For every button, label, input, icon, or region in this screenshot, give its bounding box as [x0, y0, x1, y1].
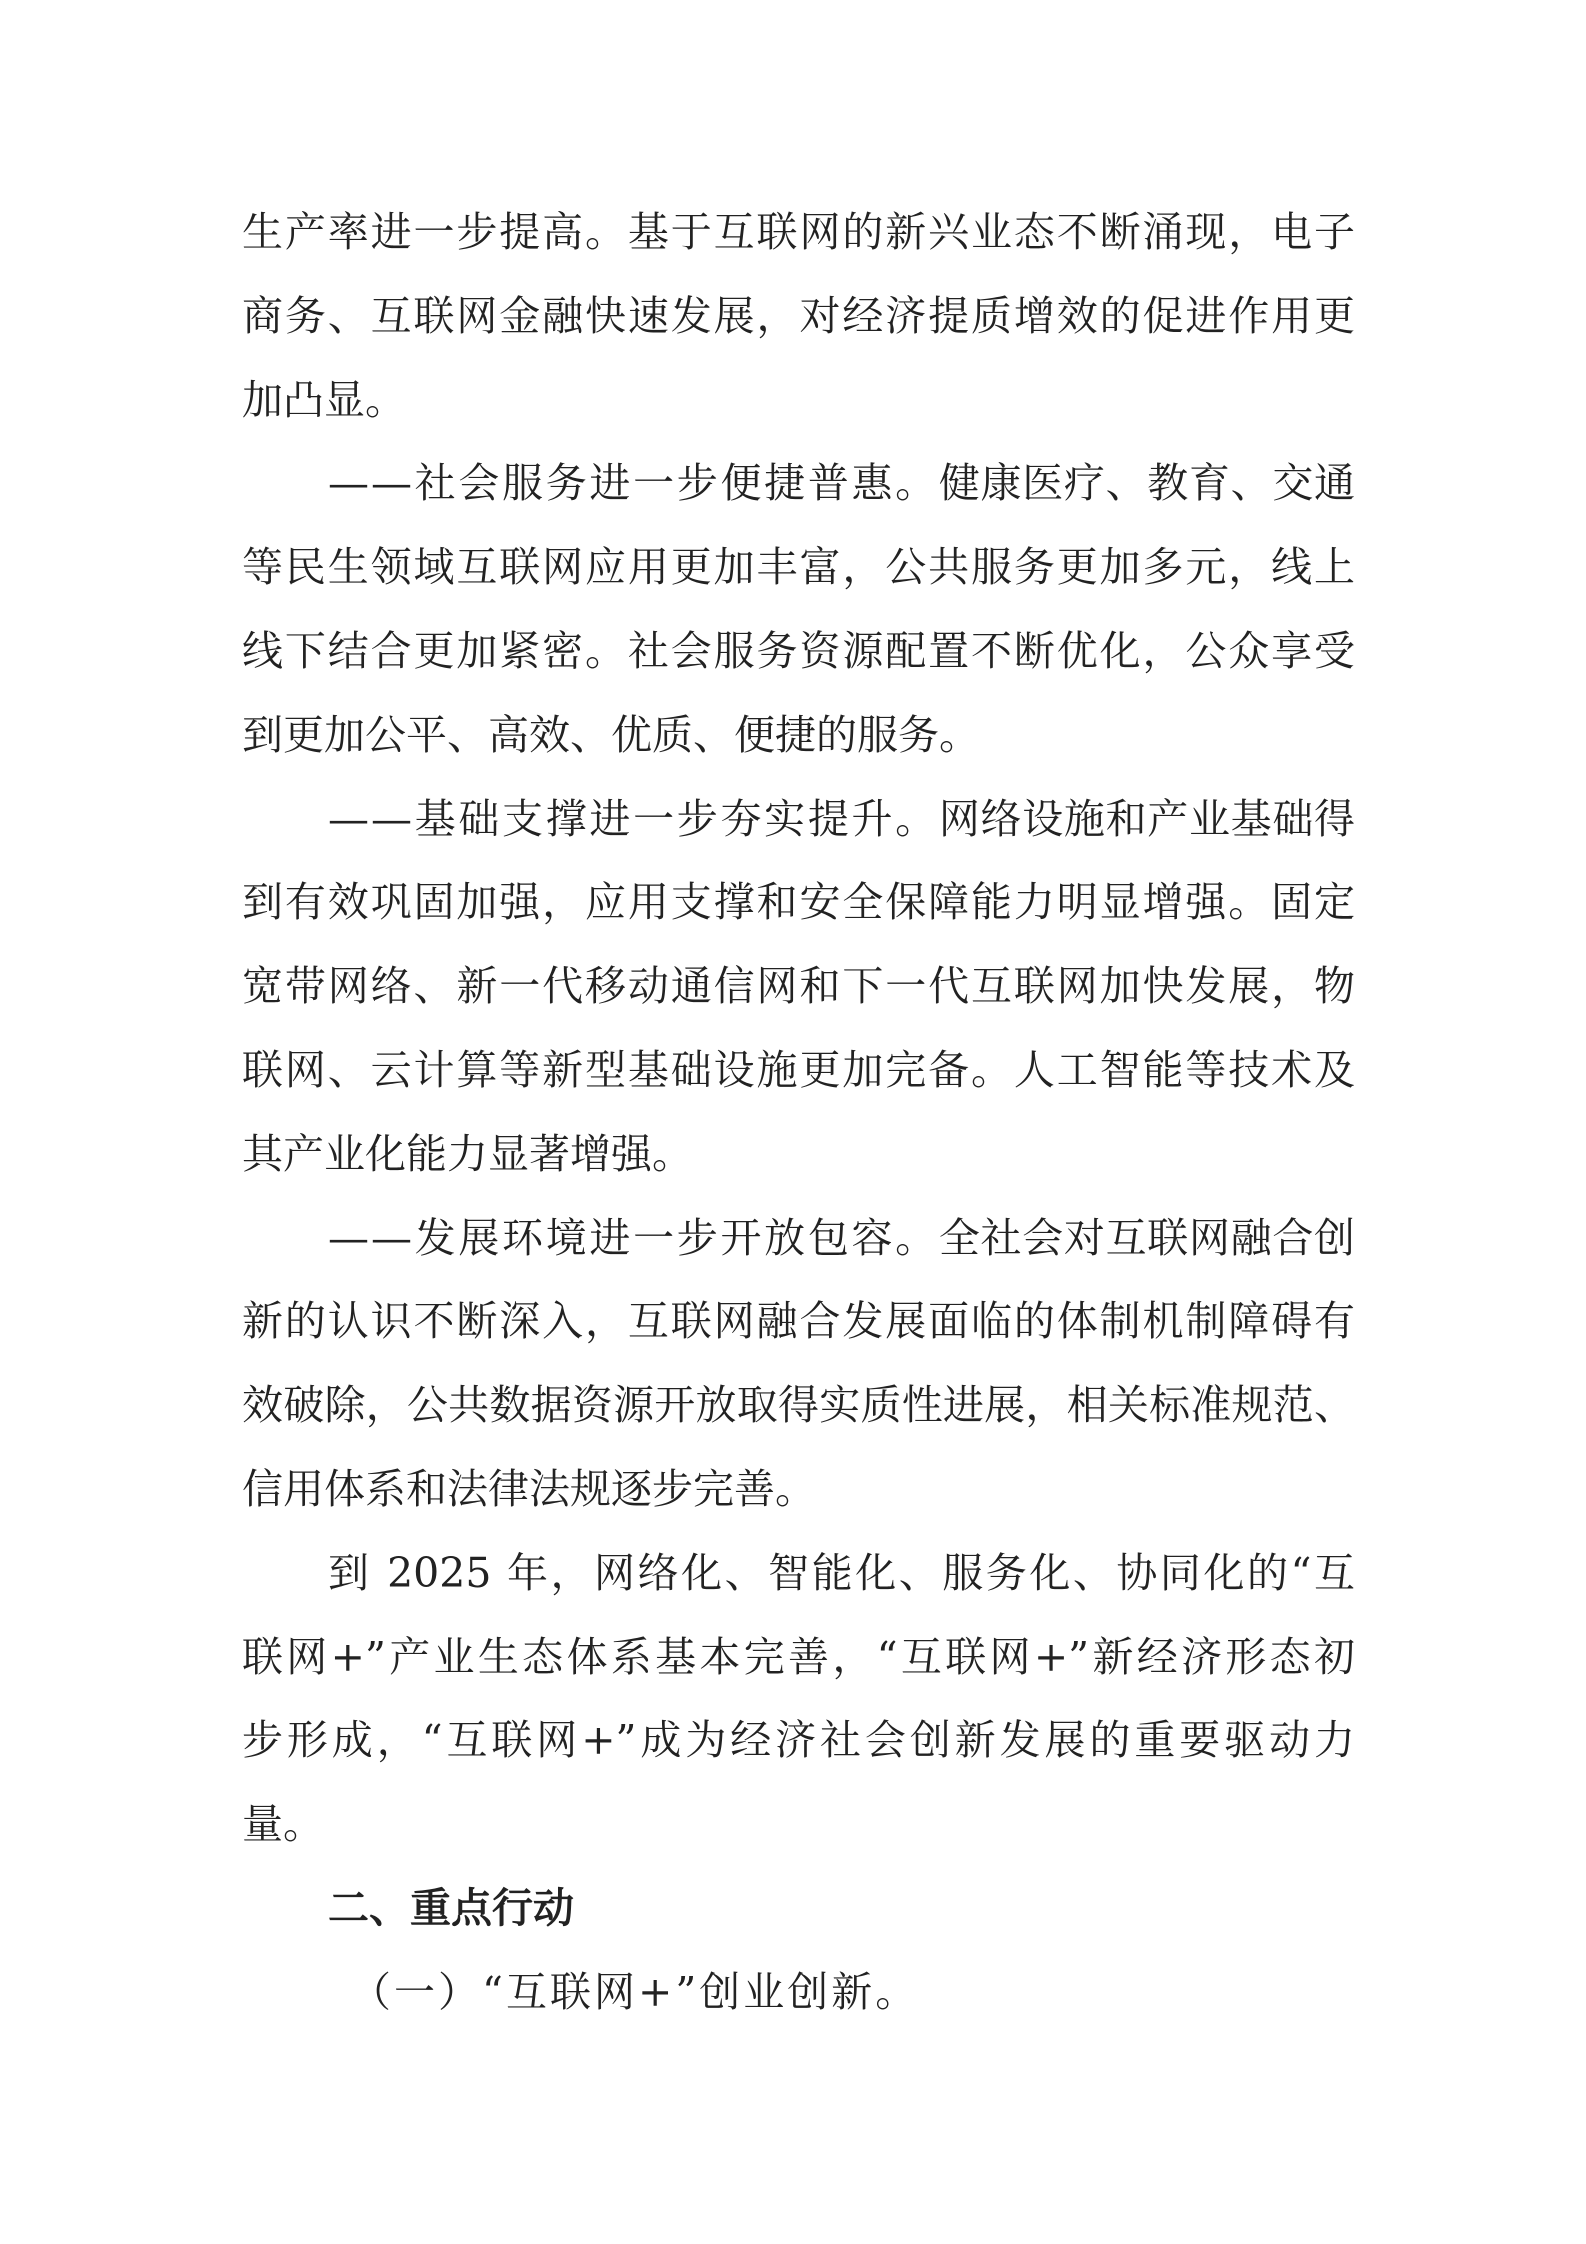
- text-line: 步形成，“互联网+”成为经济社会创新发展的重要驱动力: [242, 1716, 1355, 1765]
- text-line: 线下结合更加紧密。社会服务资源配置不断优化，公众享受: [242, 626, 1355, 675]
- emphasis-lead: ——基础支撑进一步夯实提升。: [328, 794, 939, 843]
- text-line: 量。: [242, 1800, 324, 1849]
- text-line: 其产业化能力显著增强。: [242, 1129, 693, 1178]
- text-span: 网络设施和产业基础得: [938, 794, 1356, 843]
- emphasis-lead: ——社会服务进一步便捷普惠。: [328, 459, 939, 508]
- emphasis-lead: ——发展环境进一步开放包容。: [328, 1213, 939, 1262]
- text-line: 信用体系和法律法规逐步完善。: [242, 1464, 816, 1513]
- text-line: [242, 778, 1355, 862]
- text-line: 宽带网络、新一代移动通信网和下一代互联网加快发展，物: [242, 962, 1355, 1011]
- text-line: 到 2025 年，网络化、智能化、服务化、协同化的“互: [328, 1548, 1355, 1597]
- text-line: [242, 1197, 1355, 1281]
- text-line: 联网+”产业生态体系基本完善，“互联网+”新经济形态初: [242, 1632, 1355, 1681]
- text-span: 全社会对互联网融合创: [938, 1213, 1356, 1262]
- text-line: 到更加公平、高效、优质、便捷的服务。: [242, 710, 980, 759]
- text-line: [242, 442, 1355, 526]
- text-line: 加凸显。: [242, 375, 406, 424]
- text-span: 健康医疗、教育、交通: [938, 459, 1356, 508]
- text-line: 商务、互联网金融快速发展，对经济提质增效的促进作用更: [242, 291, 1355, 340]
- document-page: [242, 191, 1355, 2035]
- subsection-heading: （一）“互联网+”创业创新。: [350, 1967, 920, 2016]
- text-line: 新的认识不断深入，互联网融合发展面临的体制机制障碍有: [242, 1297, 1355, 1346]
- text-line: 联网、云计算等新型基础设施更加完备。人工智能等技术及: [242, 1045, 1355, 1094]
- text-line: 效破除，公共数据资源开放取得实质性进展，相关标准规范、: [242, 1381, 1355, 1430]
- text-line: 到有效巩固加强，应用支撑和安全保障能力明显增强。固定: [242, 878, 1355, 927]
- text-line: 生产率进一步提高。基于互联网的新兴业态不断涌现，电子: [242, 208, 1355, 256]
- text-line: 等民生领域互联网应用更加丰富，公共服务更加多元，线上: [242, 543, 1355, 592]
- section-heading: 二、重点行动: [328, 1883, 574, 1932]
